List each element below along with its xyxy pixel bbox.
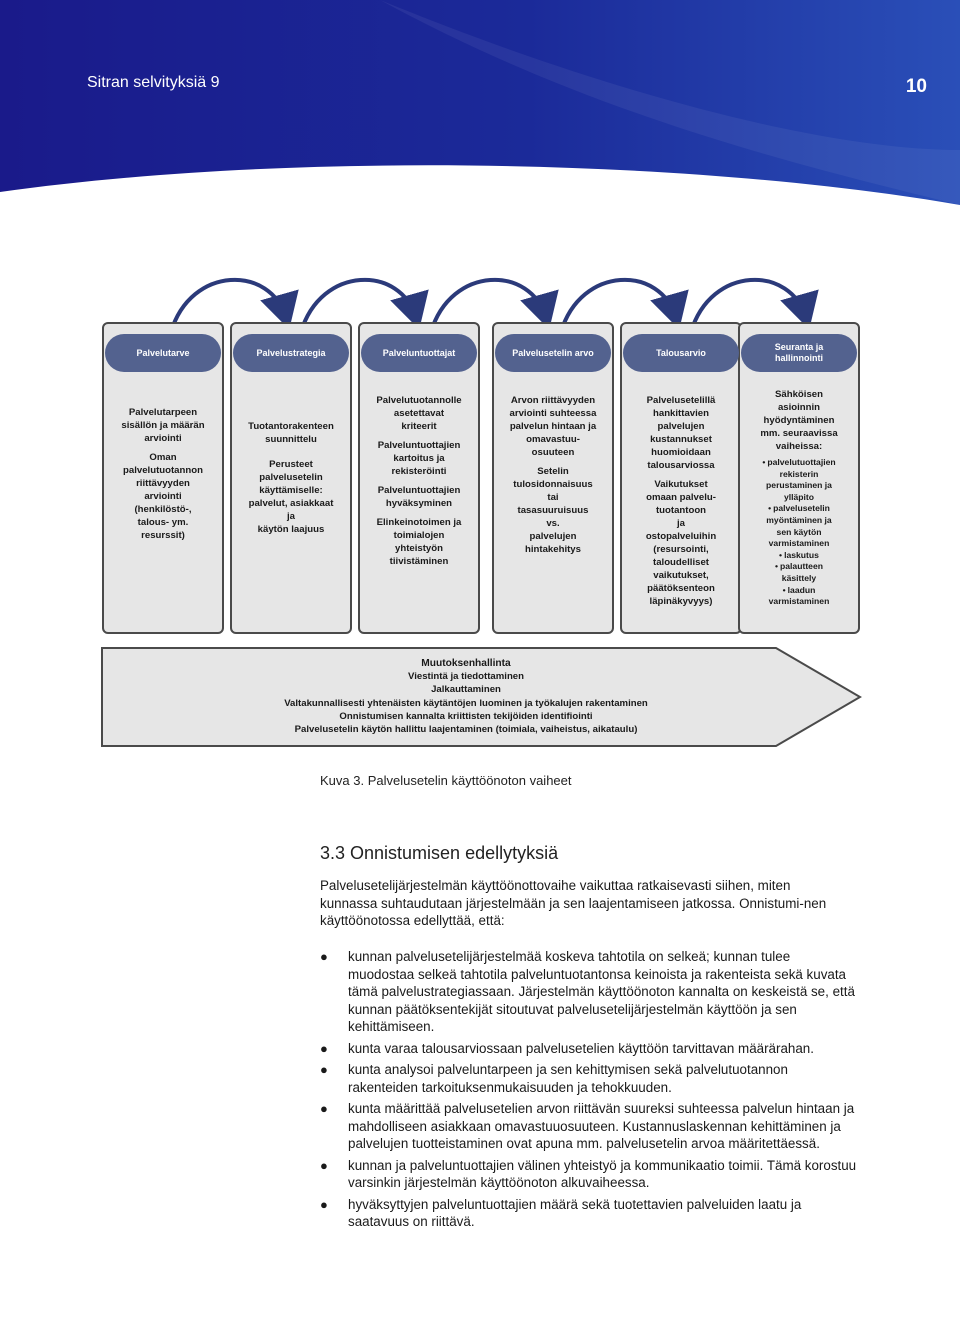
bullet-icon: ● [320, 1040, 328, 1056]
list-item [320, 1100, 860, 1153]
change-management-heading: Muutoksenhallinta [421, 658, 511, 669]
running-title: Sitran selvityksiä 9 [87, 74, 220, 91]
change-management-line: Onnistumisen kannalta kriittisten tekijöiden identifiointi [339, 710, 593, 722]
phase-body-2 [230, 420, 352, 542]
phase-text: Arvon riittävyyden arviointi suhteessa palvelun hintaan ja omavastuu- osuuteen [509, 395, 597, 458]
list-item-text: kunnan palvelusetelijärjestelmää koskeva tahtotila on selkeä; kunnan tulee muodostaa selkeä tahtotila palveluntuotantonsa keinoista ja rakenteista sekä kuvata tämä palvelustrategiassaan. Järjestelmän käyttöönoton kannalta on keskeistä se, että kunnan päätöksentekijät sitoutuvat palvelusetelijärjestelmän käyttöön ja sen kehittämiseen. [348, 949, 855, 1034]
phase-text: Tuotantorakenteen suunnittelu [248, 421, 334, 445]
list-item-text: kunta varaa talousarviossaan palvelusetelien käyttöön tarvittavan määrärahan. [348, 1040, 814, 1056]
phase-body-1 [102, 406, 224, 548]
bullet-icon: ● [320, 1196, 328, 1212]
bullet-icon: ● [320, 949, 328, 964]
phase-text: Perusteet palvelusetelin käyttämiselle: palvelut, asiakkaat ja käytön laajuus [248, 459, 334, 535]
list-item-text: kunnan ja palveluntuottajien välinen yhteistyö ja kommunikaatio toimii. Tämä korostuu varsinkin järjestelmän käyttöönoton alkuvaiheessa. [348, 1157, 857, 1190]
phase-title-5: Talousarvio [623, 334, 739, 372]
list-item [320, 948, 860, 1036]
header-band [0, 0, 960, 205]
phase-body-5 [620, 394, 742, 614]
change-management-text [246, 657, 686, 736]
section-heading: 3.3 Onnistumisen edellytyksiä [320, 843, 559, 863]
list-item-text: kunta analysoi palveluntarpeen ja sen kehittymisen sekä palvelutuotannon rakenteiden tarkoituksenmukaisuuden ja tehokkuuden. [348, 1062, 788, 1095]
phase-text: Palvelutuotannolle asetettavat kriteerit [376, 395, 462, 432]
phase-list-item: • laadun varmistaminen [738, 585, 860, 608]
list-item [320, 1061, 860, 1096]
phase-list-item: • palvelusetelin myöntäminen ja sen käytön varmistaminen [738, 503, 860, 549]
phase-text: Sähköisen asioinnin hyödyntäminen mm. seuraavissa vaiheissa: [760, 389, 838, 452]
phase-list-item: • laskutus [738, 550, 860, 562]
bullet-icon: ● [320, 1062, 328, 1077]
list-item [320, 1157, 860, 1192]
change-management-line: Jalkauttaminen [431, 684, 501, 696]
process-figure [96, 270, 864, 755]
list-item [320, 1196, 860, 1231]
change-management-line: Valtakunnallisesti yhtenäisten käytäntöjen luominen ja työkalujen rakentaminen [284, 697, 648, 709]
phase-title-2: Palvelustrategia [233, 334, 349, 372]
page-number: 10 [905, 76, 927, 97]
phase-list-item: • palvelutuottajien rekisterin perustaminen ja ylläpito [738, 457, 860, 503]
phase-text: Palveluntuottajien hyväksyminen [377, 485, 461, 509]
bullet-icon: ● [320, 1101, 328, 1116]
list-item-text: hyväksyttyjen palveluntuottajien määrä sekä tuotettavien palveluiden laatu ja saatavuus on riittävä. [348, 1196, 802, 1229]
phase-title-4: Palvelusetelin arvo [495, 334, 611, 372]
bullet-icon: ● [320, 1157, 328, 1173]
change-management-line: Viestintä ja tiedottaminen [407, 671, 525, 683]
phase-text: Oman palvelutuotannon riittävyyden arviointi (henkilöstö-, talous- ym. resurssit) [123, 452, 203, 541]
phase-text: Setelin tulosidonnaisuus tai tasasuuruisuus vs. palvelujen hintakehitys [513, 466, 593, 555]
phase-title-1: Palvelutarve [105, 334, 221, 372]
phase-body-3 [358, 394, 480, 574]
section-intro: Palvelusetelijärjestelmän käyttöönottovaihe vaikuttaa ratkaisevasti siihen, miten kunnassa suhtaudutaan järjestelmään ja sen laajentamiseen jatkossa. Onnistumi-nen käyttöönotossa edellyttää, että: [320, 878, 827, 928]
phase-list-item: • palautteen käsittely [738, 561, 860, 584]
phase-body-4 [492, 394, 614, 562]
phase-text: Elinkeinotoimen ja toimialojen yhteistyön tiivistäminen [376, 517, 462, 567]
phase-text: Palvelutarpeen sisällön ja määrän arviointi [121, 407, 205, 444]
phase-list [738, 457, 860, 608]
phase-text: Palveluntuottajien kartoitus ja rekisteröinti [377, 440, 461, 477]
phase-text: Vaikutukset omaan palvelu- tuotantoon ja ostopalveluihin (resursointi, taloudelliset vaikutukset, päätöksenteon läpinäkyvyys) [645, 479, 717, 607]
list-item-text: kunta määrittää palvelusetelien arvon riittävän suureksi suhteessa palvelun hintaan ja mahdolliseen asiakkaan omavastuuosuuteen. Kustannuslaskennan kehittäminen ja palvelujen tuotteistaminen ovat apuna mm. palvelusetelin arvoa määritettäessä. [348, 1101, 855, 1151]
phase-text: Palvelusetelillä hankittavien palvelujen kustannukset huomioidaan talousarviossa [646, 395, 716, 471]
phase-title-6: Seuranta ja hallinnointi [741, 334, 857, 372]
requirements-list [320, 948, 860, 1235]
phase-body-6 [738, 388, 860, 608]
change-management-line: Palvelusetelin käytön hallittu laajentaminen (toimiala, vaiheistus, aikataulu) [294, 724, 638, 736]
figure-caption: Kuva 3. Palvelusetelin käyttöönoton vaiheet [320, 773, 572, 788]
phase-title-3: Palveluntuottajat [361, 334, 477, 372]
list-item [320, 1040, 860, 1058]
